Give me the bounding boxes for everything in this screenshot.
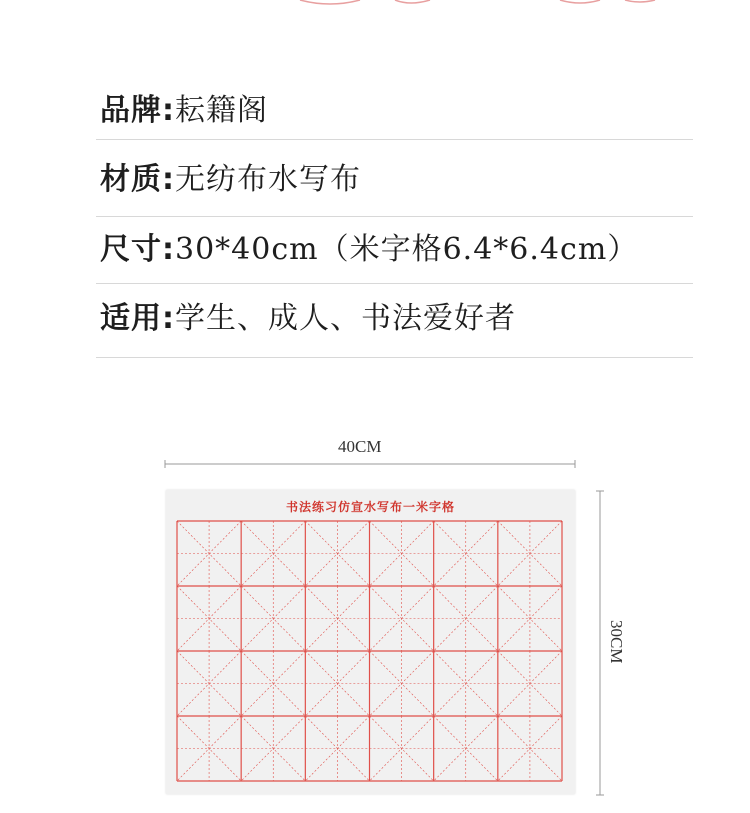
width-dimension-label: 40CM	[338, 437, 382, 456]
spec-value-brand: 耘籍阁	[175, 93, 268, 128]
water-writing-cloth	[166, 490, 575, 794]
spec-value-size: 30*40cm（米字格6.4*6.4cm）	[175, 232, 639, 267]
mi-grid	[166, 490, 575, 794]
top-decoration	[0, 0, 750, 8]
width-dimension-line	[164, 458, 576, 470]
spec-row-usage	[96, 284, 693, 358]
spec-value-material: 无纺布水写布	[175, 162, 361, 197]
height-dimension-line	[594, 490, 606, 796]
cloth-title: 书法练习仿宣水写布一米字格	[285, 500, 455, 514]
spec-label-size: 尺寸:	[100, 232, 175, 267]
spec-label-brand: 品牌:	[100, 93, 175, 128]
height-dimension-label: 30CM	[607, 620, 626, 664]
spec-row-size	[96, 217, 693, 284]
spec-row-brand	[96, 72, 693, 140]
spec-row-material	[96, 140, 693, 217]
spec-label-material: 材质:	[100, 162, 175, 197]
spec-value-usage: 学生、成人、书法爱好者	[175, 301, 516, 336]
spec-label-usage: 适用:	[100, 301, 175, 336]
